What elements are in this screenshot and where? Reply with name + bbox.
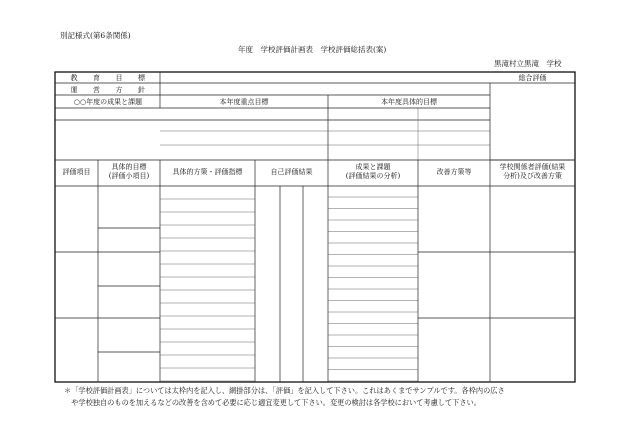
- specific-target-col-header: [98, 163, 160, 181]
- issues-header-line1: 成果と課題: [355, 163, 391, 171]
- stakeholder-header-line2: 分析)及び改善方策: [503, 171, 562, 180]
- form-label: 別記様式(第6条関係): [60, 31, 131, 40]
- stakeholder-evaluation-header: [490, 163, 575, 181]
- education-goal-label: 教 育 目 標: [70, 74, 146, 82]
- document-title: 年度 学校評価計画表 学校評価総括表(案): [238, 45, 387, 54]
- school-name: 黒滝村立黒滝 学校: [494, 59, 562, 68]
- specific-target-col-line2: (評価小項目): [108, 171, 150, 180]
- self-evaluation-header: 自己評価結果: [270, 168, 313, 176]
- evaluation-item-header: 評価項目: [62, 168, 91, 176]
- footnote-line-1: ＊「学校評価計画表」については太枠内を記入し、網掛部分は、「評価」を記入して下さい。これはあくまでサンプルです。各枠内の広さ: [64, 386, 505, 395]
- specific-target-col-line1: 具体的目標: [111, 163, 147, 171]
- priority-target-header: 本年度重点目標: [219, 98, 269, 106]
- specific-target-header: 本年度具体的目標: [381, 98, 437, 106]
- measures-header: 具体的方策・評価指標: [172, 168, 243, 176]
- issues-header-line2: (評価結果の分析): [345, 171, 401, 180]
- management-policy-label: 運 営 方 針: [70, 86, 146, 94]
- stakeholder-header-line1: 学校関係者評価(結果: [499, 163, 566, 171]
- footnote-line-2: や学校独自のものを加えるなどの改善を含めて必要に応じ適宜変更して下さい。変更の検討は各学校において考慮して下さい。: [64, 398, 481, 407]
- overall-evaluation-header: 総合評価: [518, 74, 547, 82]
- improvement-header: 改善方策等: [436, 168, 472, 176]
- results-and-issues-label: ○○年度の成果と課題: [73, 98, 143, 106]
- issues-header: [328, 163, 418, 181]
